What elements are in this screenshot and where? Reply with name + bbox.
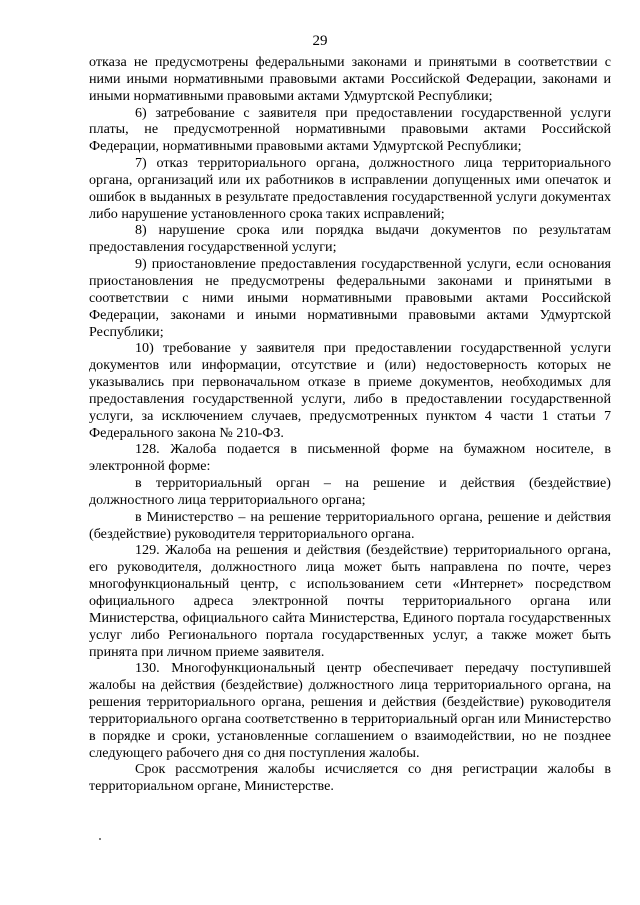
list-item-10: 10) требование у заявителя при предоставлении государственной услуги документов или информации, отсутствие и (или) недостоверность которых не указывались при первоначальном отказе в приеме документов, необходимых для предоставления государственной услуги, либо в предоставлении государственной услуги, за исключением случаев, предусмотренных пунктом 4 части 1 статьи 7 Федерального закона № 210-ФЗ.	[89, 340, 611, 441]
clause-128: 128. Жалоба подается в письменной форме на бумажном носителе, в электронной форме:	[89, 441, 611, 475]
complaint-term-paragraph: Срок рассмотрения жалобы исчисляется со дня регистрации жалобы в территориальном органе, Министерстве.	[89, 761, 611, 795]
clause-130: 130. Многофункциональный центр обеспечивает передачу поступившей жалобы на действия (бездействие) должностного лица территориального органа, на решения территориального органа, решения и действия (бездействие) руководителя территориального органа соответственно в территориальный орган или Министерство в порядке и сроки, установленные соглашением о взаимодействии, но не позднее следующего рабочего дня со дня поступления жалобы.	[89, 660, 611, 761]
clause-128-territorial-organ: в территориальный орган – на решение и действия (бездействие) должностного лица территориального органа;	[89, 475, 611, 508]
paragraph-continuation: отказа не предусмотрены федеральными законами и принятыми в соответствии с ними иными нормативными правовыми актами Российской Федерации, законами и иными нормативными правовыми актами Удмуртской Республики;	[89, 54, 611, 104]
list-item-8: 8) нарушение срока или порядка выдачи документов по результатам предоставления государственной услуги;	[89, 222, 611, 256]
list-item-7: 7) отказ территориального органа, должностного лица территориального органа, организаций или их работников в исправлении допущенных ими опечаток и ошибок в выданных в результате предоставления государственной услуги документах либо нарушение установленного срока таких исправлений;	[89, 155, 611, 222]
scan-speck	[99, 838, 101, 840]
list-item-6: 6) затребование с заявителя при предоставлении государственной услуги платы, не предусмотренной нормативными правовыми актами Российской Федерации, нормативными правовыми актами Удмуртской Республики;	[89, 104, 611, 155]
clause-129: 129. Жалоба на решения и действия (бездействие) территориального органа, его руководителя, должностного лица может быть направлена по почте, через многофункциональный центр, с использованием сети «Интернет» посредством официального адреса электронной почты территориального органа или Министерства, официального сайта Министерства, Единого портала государственных услуг либо Регионального портала государственных услуг, а также может быть принята при личном приеме заявителя.	[89, 542, 611, 660]
list-item-9: 9) приостановление предоставления государственной услуги, если основания приостановления не предусмотрены федеральными законами и принятыми в соответствии с ними иными нормативными правовыми актами Российской Федерации, законами и иными нормативными правовыми актами Удмуртской Республики;	[89, 256, 611, 340]
document-body	[89, 54, 611, 795]
clause-128-ministry: в Министерство – на решение территориального органа, решение и действия (бездействие) руководителя территориального органа.	[89, 508, 611, 542]
page-number: 29	[312, 33, 328, 49]
